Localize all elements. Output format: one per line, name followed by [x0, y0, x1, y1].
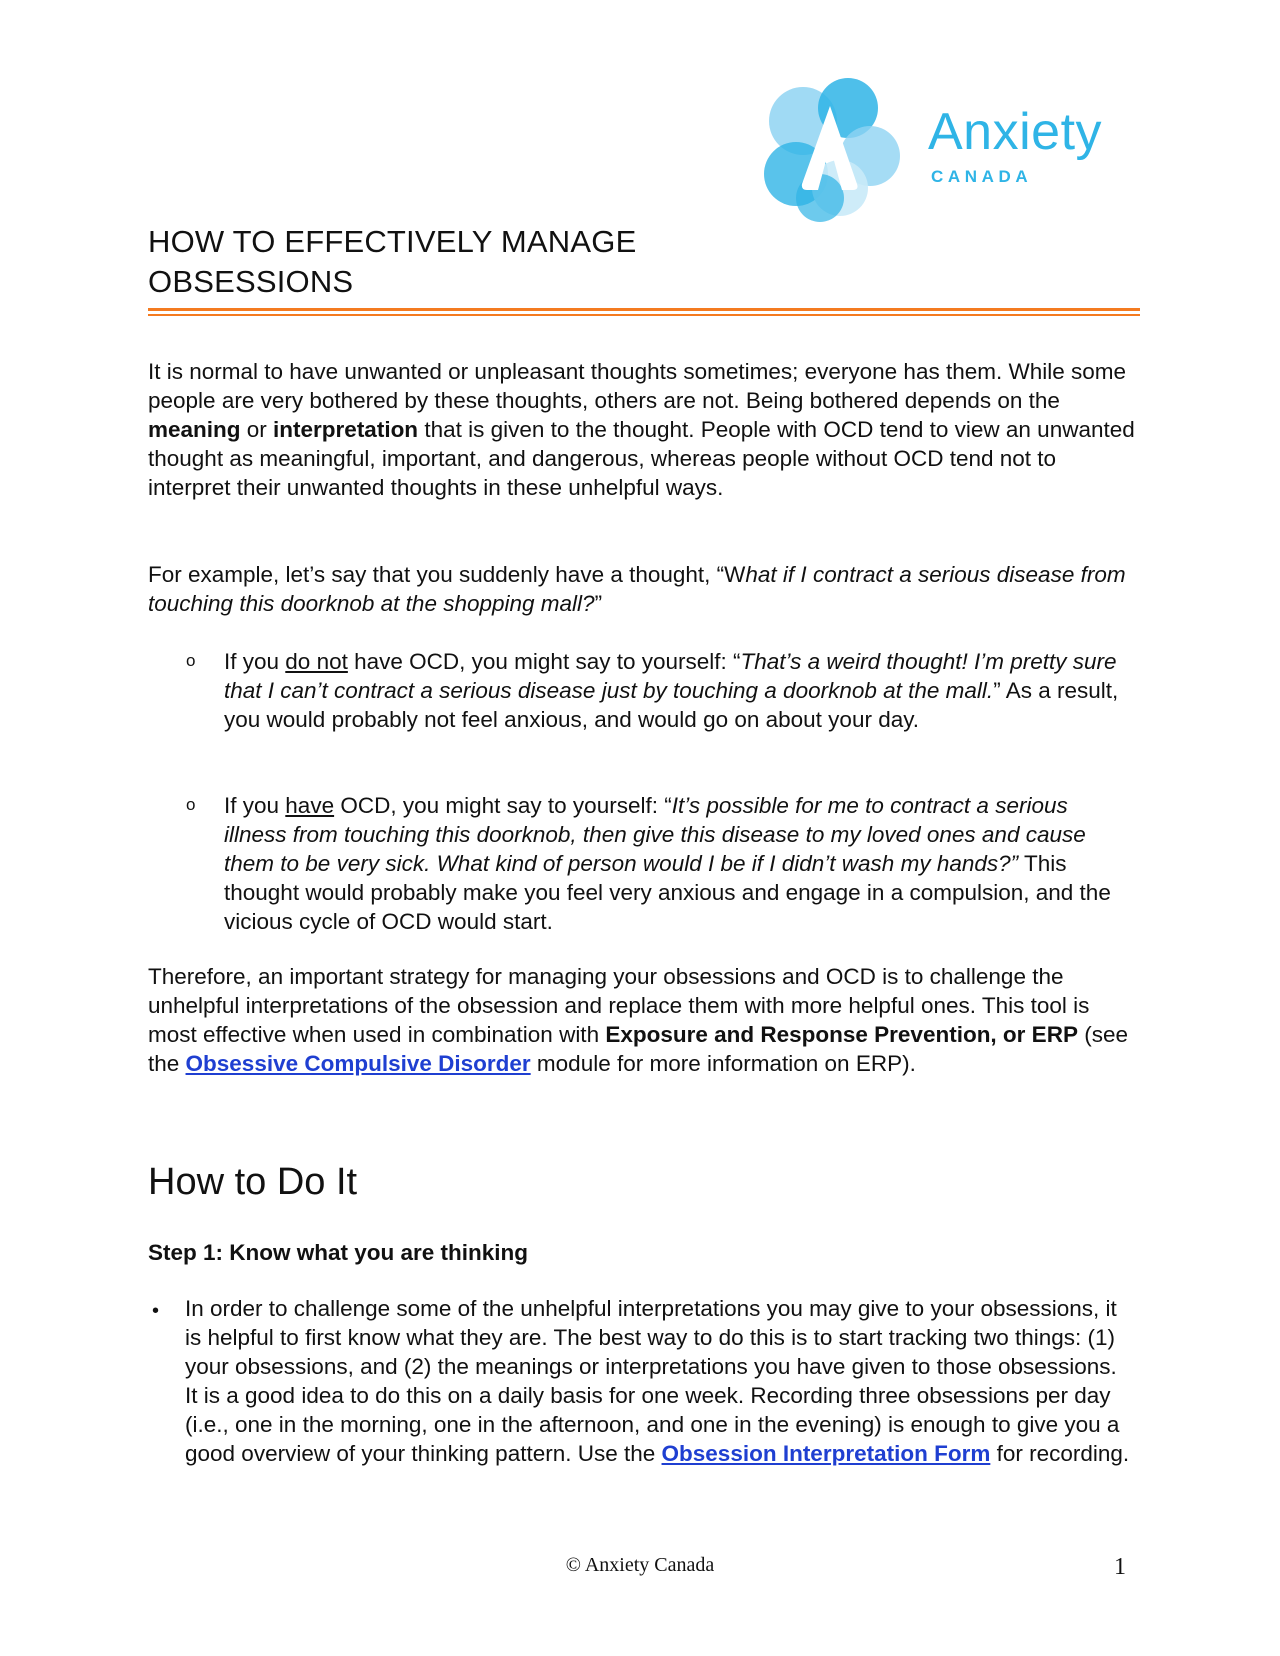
anxiety-canada-logo — [758, 76, 1138, 226]
logo-mark-icon — [758, 76, 908, 226]
step-heading: Step 1: Know what you are thinking — [148, 1240, 529, 1265]
interpretation-form-link[interactable]: Obsession Interpretation Form — [661, 1441, 991, 1466]
list-marker: o — [186, 795, 196, 814]
logo-subtitle: CANADA — [931, 167, 1033, 186]
example-paragraph: For example, let’s say that you suddenly have a thought, “What if I contract a serious disease from touching this doorknob at the shopping mall?” — [148, 562, 1126, 616]
title-rule-thin — [148, 314, 1140, 316]
bullet-marker: • — [152, 1300, 160, 1322]
page-title: HOW TO EFFECTIVELY MANAGE OBSESSIONS — [148, 224, 637, 299]
ocd-module-link[interactable]: Obsessive Compulsive Disorder — [185, 1051, 531, 1076]
list-marker: o — [186, 651, 196, 670]
intro-paragraph: It is normal to have unwanted or unpleasant thoughts sometimes; everyone has them. While some people are very bothered by these thoughts, others are not. Being bothered depends on the meaning or interpretation that is given to the thought. People with OCD tend to view an unwanted thought as meaningful, important, and dangerous, whereas people without OCD tend not to interpret their unwanted thoughts in these unhelpful ways. — [148, 359, 1135, 500]
page-number: 1 — [1114, 1554, 1126, 1580]
section-heading: How to Do It — [148, 1161, 358, 1203]
title-rule — [148, 308, 1140, 311]
list-item-ocd: If you have OCD, you might say to yourself: “It’s possible for me to contract a serious illness from touching this doorknob, then give this disease to my loved ones and cause them to be very sick. What kind of person would I be if I didn’t wash my hands?” This thought would probably make you feel very anxious and engage in a compulsion, and the vicious cycle of OCD would start. — [224, 793, 1111, 934]
step1-bullet: In order to challenge some of the unhelpful interpretations you may give to your obsessions, it is helpful to first know what they are. The best way to do this is to start tracking two things: (1) your obsessions, and (2) the meanings or interpretations you have given to those obsessions. It is a good idea to do this on a daily basis for one week. Recording three obsessions per day (i.e., one in the morning, one in the afternoon, and one in the evening) is enough to give you a good overview of your thinking pattern. Use the Obsession Interpretation Form for recording. — [185, 1296, 1130, 1466]
footer-copyright: © Anxiety Canada — [565, 1554, 715, 1576]
strategy-paragraph: Therefore, an important strategy for managing your obsessions and OCD is to challenge the unhelpful interpretations of the obsession and replace them with more helpful ones. This tool is most effective when used in combination with Exposure and Response Prevention, or ERP (see the Obsessive Compulsive Disorder module for more information on ERP). — [148, 964, 1128, 1076]
logo-wordmark: Anxiety — [928, 103, 1103, 161]
list-item-no-ocd: If you do not have OCD, you might say to yourself: “That’s a weird thought! I’m pretty sure that I can’t contract a serious disease just by touching a doorknob at the mall.” As a result, you would probably not feel anxious, and would go on about your day. — [224, 649, 1119, 732]
